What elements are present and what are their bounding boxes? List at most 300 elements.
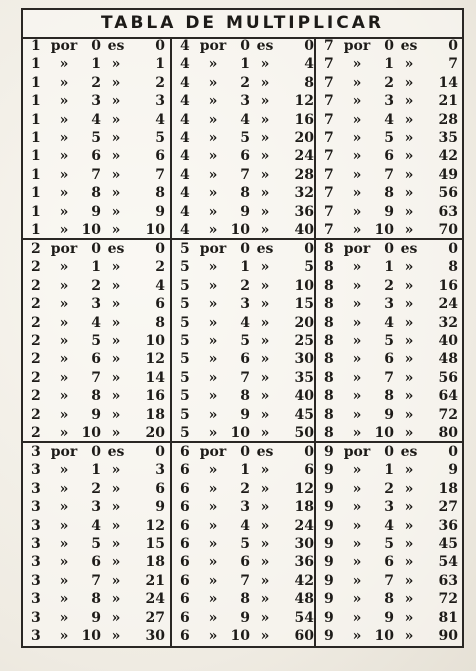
table-row [316,111,462,129]
factor-b: 5 [240,332,250,349]
product: 0 [304,444,314,460]
separator: » [208,388,218,405]
factor-b: 5 [384,535,394,552]
separator: » [404,627,414,644]
product: 8 [304,74,314,91]
factor-b: 0 [384,444,394,460]
table-row [316,535,462,553]
table-row [172,627,314,645]
factor-a: 6 [180,572,190,589]
separator: » [260,609,270,626]
product: 3 [155,462,165,479]
table-row [23,314,170,332]
table-row [316,572,462,590]
product: 81 [438,609,458,626]
table-row [23,461,170,479]
separator: » [260,93,270,110]
separator: » [352,111,362,128]
factor-b: 1 [240,259,250,276]
separator: » [404,388,414,405]
product: 4 [155,111,165,128]
por-word: por [50,444,78,460]
product: 9 [155,203,165,220]
product: 18 [438,480,458,497]
product: 27 [438,499,458,516]
factor-b: 1 [384,56,394,73]
factor-b: 0 [384,38,394,54]
por-word: por [343,38,371,54]
table-row [23,184,170,202]
table-block-7 [316,37,462,240]
product: 48 [294,591,314,608]
factor-a: 9 [324,554,334,571]
table-row [23,424,170,442]
product: 70 [438,221,458,238]
separator: » [260,259,270,276]
table-row [23,92,170,110]
factor-a: 1 [31,111,41,128]
separator: » [352,535,362,552]
product: 3 [155,93,165,110]
product: 35 [438,129,458,146]
product: 64 [438,388,458,405]
es-word: es [107,241,125,257]
separator: » [352,480,362,497]
table-row [316,369,462,387]
product: 45 [294,406,314,423]
table-row [316,406,462,424]
table-row [23,129,170,147]
product: 8 [448,259,458,276]
factor-b: 7 [91,166,101,183]
separator: » [260,56,270,73]
factor-a: 4 [180,38,190,54]
separator: » [404,554,414,571]
factor-b: 4 [384,517,394,534]
por-word: por [50,241,78,257]
factor-b: 7 [91,369,101,386]
factor-b: 9 [384,203,394,220]
product: 14 [438,74,458,91]
factor-b: 8 [240,185,250,202]
separator: » [260,74,270,91]
table-row [23,240,170,258]
table-block-4 [172,37,316,240]
factor-a: 4 [180,221,190,238]
factor-b: 9 [240,406,250,423]
product: 16 [438,277,458,294]
table-row [172,314,314,332]
product: 49 [438,166,458,183]
product: 18 [294,499,314,516]
factor-b: 1 [91,56,101,73]
factor-a: 8 [324,388,334,405]
table-row [172,350,314,368]
separator: » [111,406,121,423]
separator: » [208,535,218,552]
table-row [316,517,462,535]
separator: » [59,221,69,238]
separator: » [260,554,270,571]
factor-a: 5 [180,277,190,294]
factor-b: 2 [240,480,250,497]
factor-b: 8 [240,388,250,405]
separator: » [208,129,218,146]
factor-a: 7 [324,93,334,110]
separator: » [404,296,414,313]
separator: » [208,259,218,276]
separator: » [111,314,121,331]
separator: » [352,332,362,349]
table-row [316,37,462,55]
table-row [316,461,462,479]
factor-b: 6 [91,554,101,571]
separator: » [260,296,270,313]
factor-a: 2 [31,277,41,294]
factor-a: 7 [324,74,334,91]
separator: » [260,572,270,589]
product: 50 [294,424,314,441]
separator: » [59,93,69,110]
factor-b: 10 [374,424,394,441]
product: 6 [155,480,165,497]
factor-a: 8 [324,369,334,386]
separator: » [260,129,270,146]
factor-b: 5 [91,129,101,146]
factor-b: 6 [240,554,250,571]
separator: » [352,221,362,238]
product: 0 [448,444,458,460]
por-word: por [50,38,78,54]
factor-a: 6 [180,609,190,626]
factor-b: 8 [384,388,394,405]
por-word: por [343,444,371,460]
separator: » [111,462,121,479]
product: 25 [294,332,314,349]
factor-a: 3 [31,462,41,479]
factor-b: 2 [91,277,101,294]
product: 15 [145,535,165,552]
table-row [172,74,314,92]
separator: » [59,462,69,479]
separator: » [404,572,414,589]
separator: » [260,277,270,294]
separator: » [352,203,362,220]
factor-b: 0 [91,38,101,54]
product: 63 [438,572,458,589]
factor-a: 1 [31,148,41,165]
separator: » [352,56,362,73]
separator: » [59,499,69,516]
factor-b: 4 [91,517,101,534]
product: 36 [438,517,458,534]
factor-b: 10 [230,424,250,441]
separator: » [59,535,69,552]
separator: » [111,369,121,386]
separator: » [111,351,121,368]
separator: » [404,609,414,626]
separator: » [111,332,121,349]
separator: » [208,111,218,128]
separator: » [208,517,218,534]
factor-a: 7 [324,185,334,202]
table-row [316,443,462,461]
factor-b: 7 [240,166,250,183]
separator: » [59,56,69,73]
separator: » [260,388,270,405]
separator: » [260,185,270,202]
separator: » [208,572,218,589]
table-block-5 [172,240,316,443]
table-row [316,553,462,571]
factor-b: 3 [91,499,101,516]
factor-b: 1 [240,56,250,73]
factor-a: 4 [180,111,190,128]
factor-b: 2 [384,74,394,91]
factor-a: 2 [31,314,41,331]
factor-a: 3 [31,554,41,571]
product: 28 [438,111,458,128]
factor-b: 1 [384,462,394,479]
product: 40 [294,388,314,405]
factor-a: 4 [180,148,190,165]
separator: » [352,517,362,534]
factor-a: 5 [180,388,190,405]
product: 72 [438,591,458,608]
separator: » [111,554,121,571]
product: 12 [294,93,314,110]
separator: » [208,369,218,386]
factor-b: 3 [91,93,101,110]
factor-a: 4 [180,93,190,110]
factor-b: 3 [384,93,394,110]
separator: » [352,314,362,331]
product: 16 [294,111,314,128]
factor-b: 3 [384,499,394,516]
table-row [316,332,462,350]
separator: » [352,296,362,313]
table-row [316,314,462,332]
table-row [172,92,314,110]
product: 32 [294,185,314,202]
separator: » [260,499,270,516]
factor-b: 5 [91,332,101,349]
separator: » [59,129,69,146]
separator: » [404,221,414,238]
table-row [23,609,170,627]
factor-a: 2 [31,388,41,405]
product: 18 [145,406,165,423]
product: 7 [155,166,165,183]
product: 21 [145,572,165,589]
separator: » [404,406,414,423]
factor-b: 4 [384,314,394,331]
factor-b: 6 [240,148,250,165]
separator: » [208,185,218,202]
table-row [23,443,170,461]
product: 0 [304,241,314,257]
product: 24 [145,591,165,608]
separator: » [208,296,218,313]
separator: » [59,591,69,608]
separator: » [111,591,121,608]
table-row [316,387,462,405]
table-row [316,55,462,73]
separator: » [59,369,69,386]
product: 24 [294,517,314,534]
factor-a: 2 [31,424,41,441]
factor-a: 9 [324,480,334,497]
table-row [172,369,314,387]
factor-a: 3 [31,591,41,608]
factor-b: 8 [91,591,101,608]
separator: » [59,203,69,220]
product: 0 [155,38,165,54]
separator: » [352,406,362,423]
factor-a: 7 [324,203,334,220]
factor-a: 3 [31,517,41,534]
product: 2 [155,74,165,91]
factor-a: 8 [324,332,334,349]
factor-a: 5 [180,369,190,386]
separator: » [111,388,121,405]
factor-a: 5 [180,351,190,368]
factor-b: 1 [91,462,101,479]
es-word: es [400,38,418,54]
factor-a: 3 [31,499,41,516]
separator: » [404,74,414,91]
separator: » [352,424,362,441]
separator: » [111,277,121,294]
factor-b: 9 [384,609,394,626]
separator: » [59,480,69,497]
factor-a: 5 [180,424,190,441]
table-row [23,387,170,405]
table-row [23,147,170,165]
separator: » [208,480,218,497]
separator: » [260,166,270,183]
factor-a: 9 [324,462,334,479]
table-row [172,332,314,350]
separator: » [404,424,414,441]
factor-a: 4 [180,203,190,220]
separator: » [208,203,218,220]
separator: » [111,185,121,202]
factor-b: 6 [384,148,394,165]
separator: » [404,591,414,608]
es-word: es [400,444,418,460]
product: 60 [294,627,314,644]
factor-a: 7 [324,148,334,165]
separator: » [352,499,362,516]
table-row [172,498,314,516]
factor-b: 6 [384,351,394,368]
product: 30 [294,535,314,552]
table-row [316,129,462,147]
es-word: es [107,38,125,54]
product: 21 [438,93,458,110]
separator: » [208,166,218,183]
factor-a: 1 [31,93,41,110]
separator: » [352,591,362,608]
table-row [172,203,314,221]
factor-b: 6 [91,148,101,165]
factor-a: 1 [31,74,41,91]
factor-a: 6 [180,499,190,516]
multiplication-table [21,8,464,648]
product: 0 [448,241,458,257]
separator: » [111,93,121,110]
separator: » [352,93,362,110]
es-word: es [256,241,274,257]
factor-a: 9 [324,499,334,516]
factor-a: 3 [31,572,41,589]
separator: » [352,259,362,276]
separator: » [59,609,69,626]
factor-a: 7 [324,111,334,128]
separator: » [208,462,218,479]
factor-a: 6 [180,480,190,497]
product: 18 [145,554,165,571]
table-row [316,590,462,608]
factor-a: 7 [324,221,334,238]
factor-a: 2 [31,296,41,313]
separator: » [352,609,362,626]
factor-b: 6 [240,351,250,368]
separator: » [59,406,69,423]
factor-b: 0 [240,241,250,257]
separator: » [208,148,218,165]
table-row [172,461,314,479]
factor-b: 4 [91,314,101,331]
factor-a: 1 [31,221,41,238]
separator: » [260,332,270,349]
separator: » [208,277,218,294]
factor-a: 8 [324,259,334,276]
separator: » [111,221,121,238]
separator: » [208,609,218,626]
table-row [23,369,170,387]
separator: » [404,203,414,220]
separator: » [59,424,69,441]
table-row [23,553,170,571]
factor-a: 6 [180,444,190,460]
factor-a: 1 [31,166,41,183]
separator: » [352,129,362,146]
es-word: es [107,444,125,460]
product: 15 [294,296,314,313]
table-row [23,203,170,221]
product: 0 [155,241,165,257]
table-block-1 [23,37,172,240]
table-block-3 [23,443,172,646]
factor-a: 9 [324,572,334,589]
factor-a: 5 [180,241,190,257]
factor-a: 2 [31,241,41,257]
separator: » [404,314,414,331]
separator: » [352,74,362,91]
separator: » [260,627,270,644]
por-word: por [199,38,227,54]
factor-a: 9 [324,444,334,460]
table-block-6 [172,443,316,646]
table-row [172,111,314,129]
product: 14 [145,369,165,386]
factor-b: 4 [240,314,250,331]
separator: » [111,166,121,183]
factor-a: 5 [180,406,190,423]
por-word: por [199,444,227,460]
